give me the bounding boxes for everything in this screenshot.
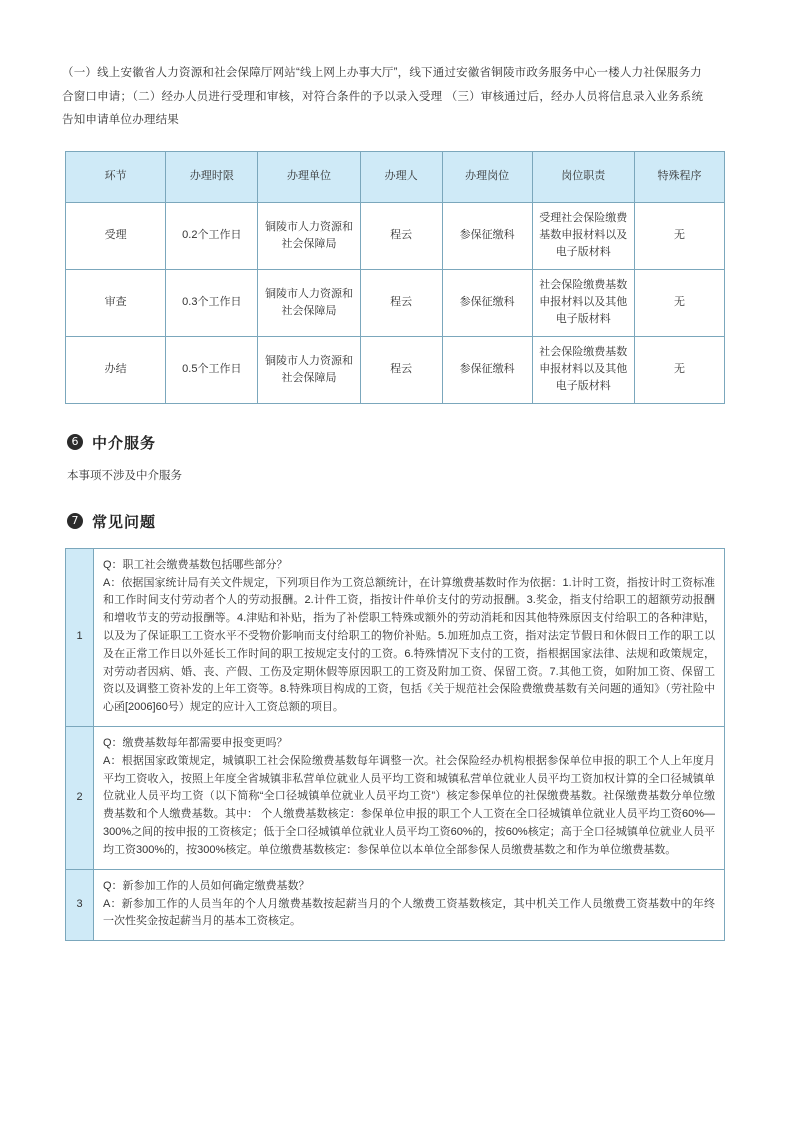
faq-row bbox=[66, 727, 725, 870]
cell-duty: 社会保险缴费基数申报材料以及其他电子版材料 bbox=[532, 269, 634, 336]
faq-content bbox=[94, 869, 725, 940]
faq-row bbox=[66, 869, 725, 940]
intro-line-1: （一）线上安徽省人力资源和社会保障厅网站“线上网上办事大厅”，线下通过安徽省铜陵市政务服务中心一楼人力社保服务力 bbox=[62, 67, 702, 79]
col-header-duty: 岗位职责 bbox=[532, 151, 634, 202]
faq-index: 1 bbox=[66, 548, 94, 726]
intro-line-2: 合窗口申请；（二）经办人员进行受理和审核，对符合条件的予以录入受理 （三）审核通过后，经办人员将信息录入业务系统 bbox=[62, 90, 704, 103]
cell-post: 参保征缴科 bbox=[442, 269, 532, 336]
cell-step: 审查 bbox=[66, 269, 166, 336]
process-table bbox=[65, 151, 725, 404]
faq-content bbox=[94, 548, 725, 726]
table-row bbox=[66, 269, 725, 336]
faq-answer: A：根据国家政策规定，城镇职工社会保险缴费基数每年调整一次。社会保险经办机构根据参保单位申报的职工个人上年度月平均工资收入，按照上年度全省城镇非私营单位就业人员平均工资和城镇私营单位就业人员平均工资加权计算的全口径城镇单位就业人员平均工资（以下简称“全口径城镇单位就业人员平均工资”）核定参保单位的社保缴费基数。社保缴费基数分单位缴费基数和个人缴费基数。其中： 个人缴费基数核定：参保单位申报的职工个人工资在全口径城镇单位就业人员平均工资60%—300%之间的按申报的工资核定；低于全口径城镇单位就业人员平均工资60%的，按60%核定；高于全口径城镇单位就业人员平均工资300%的，按300%核定。单位缴费基数核定：参保单位以本单位全部参保人员缴费基数之和作为单位缴费基数。 bbox=[103, 754, 715, 856]
cell-post: 参保征缴科 bbox=[442, 336, 532, 403]
cell-unit: 铜陵市人力资源和社会保障局 bbox=[258, 269, 360, 336]
cell-handler: 程云 bbox=[360, 202, 442, 269]
section-title: 常见问题 bbox=[92, 513, 157, 531]
cell-time-limit: 0.3个工作日 bbox=[166, 269, 258, 336]
faq-row bbox=[66, 548, 725, 726]
section-heading-faq bbox=[67, 511, 731, 532]
table-row bbox=[66, 202, 725, 269]
col-header-handler: 办理人 bbox=[360, 151, 442, 202]
section-number-badge: 7 bbox=[67, 513, 83, 529]
faq-index: 3 bbox=[66, 869, 94, 940]
col-header-unit: 办理单位 bbox=[258, 151, 360, 202]
cell-special: 无 bbox=[634, 202, 724, 269]
faq-question: Q：职工社会缴费基数包括哪些部分？ bbox=[103, 558, 288, 571]
section-heading-agency-service bbox=[67, 432, 731, 453]
table-row bbox=[66, 336, 725, 403]
table-header-row bbox=[66, 151, 725, 202]
faq-table bbox=[65, 548, 725, 941]
cell-special: 无 bbox=[634, 269, 724, 336]
cell-post: 参保征缴科 bbox=[442, 202, 532, 269]
intro-line-3: 告知申请单位办理结果 bbox=[62, 114, 179, 127]
faq-question: Q：缴费基数每年都需要申报变更吗？ bbox=[103, 737, 288, 749]
section-title: 中介服务 bbox=[92, 434, 157, 452]
cell-duty: 社会保险缴费基数申报材料以及其他电子版材料 bbox=[532, 336, 634, 403]
cell-unit: 铜陵市人力资源和社会保障局 bbox=[258, 202, 360, 269]
cell-unit: 铜陵市人力资源和社会保障局 bbox=[258, 336, 360, 403]
faq-answer: A：依据国家统计局有关文件规定，下列项目作为工资总额统计，在计算缴费基数时作为依据：1.计时工资，指按计时工资标准和工作时间支付劳动者个人的劳动报酬。2.计件工资，指按计件单价支付的劳动报酬。3.奖金，指支付给职工的超额劳动报酬和增收节支的劳动报酬等。4.津贴和补贴，指为了补偿职工特殊或额外的劳动消耗和因其他特殊原因支付给职工的各种津贴，以及为了保证职工工资水平不受物价影响而支付给职工的物价补贴。5.加班加点工资，指对法定节假日和休假日工作的职工以及在正常工作日以外延长工作时间的职工按规定支付的工资。6.特殊情况下支付的工资，指根据国家法律、法规和政策规定，对劳动者因病、婚、丧、产假、工伤及定期休假等原因职工的工资及附加工资、保留工资。7.其他工资，如附加工资、保留工资以及调整工资补发的上年工资等。8.特殊项目构成的工资，包括《关于规范社会保险费缴费基数有关问题的通知》（劳社险中心函[2006]60号）规定的应计入工资总额的项目。 bbox=[103, 576, 715, 714]
faq-index: 2 bbox=[66, 727, 94, 870]
cell-handler: 程云 bbox=[360, 336, 442, 403]
cell-duty: 受理社会保险缴费基数申报材料以及电子版材料 bbox=[532, 202, 634, 269]
section-body-agency-service: 本事项不涉及中介服务 bbox=[67, 469, 182, 482]
intro-paragraph bbox=[62, 62, 731, 133]
faq-content bbox=[94, 727, 725, 870]
col-header-step: 环节 bbox=[66, 151, 166, 202]
cell-step: 办结 bbox=[66, 336, 166, 403]
cell-handler: 程云 bbox=[360, 269, 442, 336]
col-header-time-limit: 办理时限 bbox=[166, 151, 258, 202]
faq-question: Q：新参加工作的人员如何确定缴费基数？ bbox=[103, 879, 310, 892]
cell-special: 无 bbox=[634, 336, 724, 403]
cell-time-limit: 0.5个工作日 bbox=[166, 336, 258, 403]
section-number-badge: 6 bbox=[67, 434, 83, 450]
col-header-post: 办理岗位 bbox=[442, 151, 532, 202]
faq-answer: A：新参加工作的人员当年的个人月缴费基数按起薪当月的个人缴费工资基数核定，其中机关工作人员缴费工资基数中的年终一次性奖金按起薪当月的基本工资核定。 bbox=[103, 897, 715, 928]
cell-time-limit: 0.2个工作日 bbox=[166, 202, 258, 269]
cell-step: 受理 bbox=[66, 202, 166, 269]
col-header-special: 特殊程序 bbox=[634, 151, 724, 202]
